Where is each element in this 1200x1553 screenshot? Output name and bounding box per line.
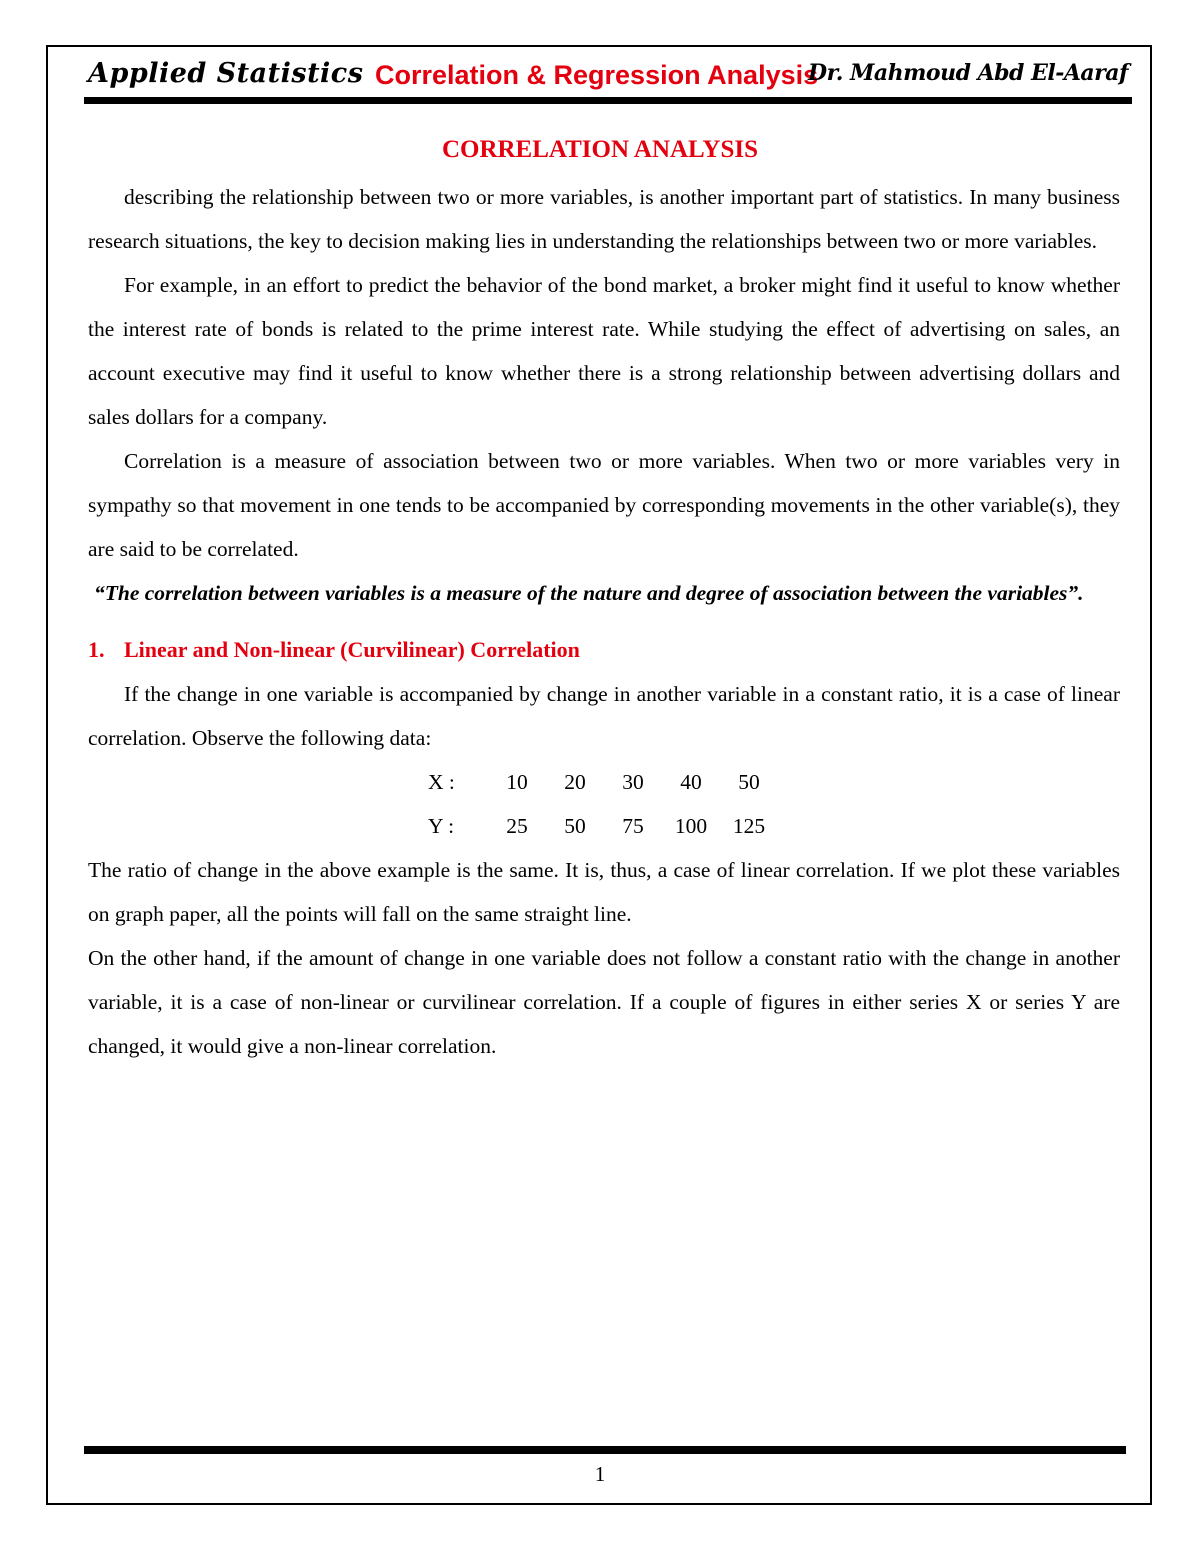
table-cell: 25 (506, 813, 528, 838)
data-table (428, 760, 778, 848)
table-cell: 75 (622, 813, 644, 838)
row-label-y: Y : (428, 813, 455, 838)
document-body (88, 175, 1120, 1068)
page-number: 1 (594, 1462, 606, 1486)
paragraph-intro: describing the relationship between two or more variables, is another important part of statistics. In many business research situations, the key to decision making lies in understanding the relationships between two or more variables. (88, 185, 1120, 253)
page-title: CORRELATION ANALYSIS (441, 136, 759, 163)
table-cell: 100 (674, 813, 708, 838)
header-course-title: Applied Statistics (88, 58, 364, 89)
table-cell: 50 (564, 813, 586, 838)
table-row-y (428, 804, 778, 848)
paragraph-nonlinear: On the other hand, if the amount of change in one variable does not follow a constant ratio with the change in another variable, it is a case of non-linear or curvilinear correlation. If a couple of figures in either series X or series Y are changed, it would give a non-linear correlation. (88, 946, 1120, 1058)
section-heading (88, 628, 1120, 672)
header-author: Dr. Mahmoud Abd El-Aaraf (808, 60, 1128, 86)
table-cell: 40 (680, 769, 702, 794)
paragraph-linear-conclusion: The ratio of change in the above example is the same. It is, thus, a case of linear correlation. If we plot these variables on graph paper, all the points will fall on the same straight line. (88, 858, 1120, 926)
header-rule (84, 97, 1132, 104)
definition-quote: “The correlation between variables is a measure of the nature and degree of association between the variables”. (94, 581, 1084, 605)
header-chapter-title: Correlation & Regression Analysis (375, 60, 819, 90)
table-cell: 125 (732, 813, 766, 838)
paragraph-linear-intro: If the change in one variable is accompanied by change in another variable in a constant ratio, it is a case of linear correlation. Observe the following data: (88, 682, 1120, 750)
section-title: Linear and Non-linear (Curvilinear) Correlation (124, 637, 580, 662)
paragraph-example: For example, in an effort to predict the behavior of the bond market, a broker might find it useful to know whether the interest rate of bonds is related to the prime interest rate. While studying the effect of advertising on sales, an account executive may find it useful to know whether there is a strong relationship between advertising dollars and sales dollars for a company. (88, 273, 1120, 429)
paragraph-definition: Correlation is a measure of association between two or more variables. When two or more variables very in sympathy so that movement in one tends to be accompanied by corresponding movements in the other variable(s), they are said to be correlated. (88, 449, 1120, 561)
table-cell: 30 (622, 769, 644, 794)
row-label-x: X : (428, 769, 455, 794)
table-cell: 50 (738, 769, 760, 794)
page-header (88, 58, 1128, 98)
footer-rule (84, 1446, 1126, 1454)
table-row-x (428, 760, 778, 804)
table-cell: 10 (506, 769, 528, 794)
section-number: 1. (88, 637, 105, 662)
table-cell: 20 (564, 769, 586, 794)
